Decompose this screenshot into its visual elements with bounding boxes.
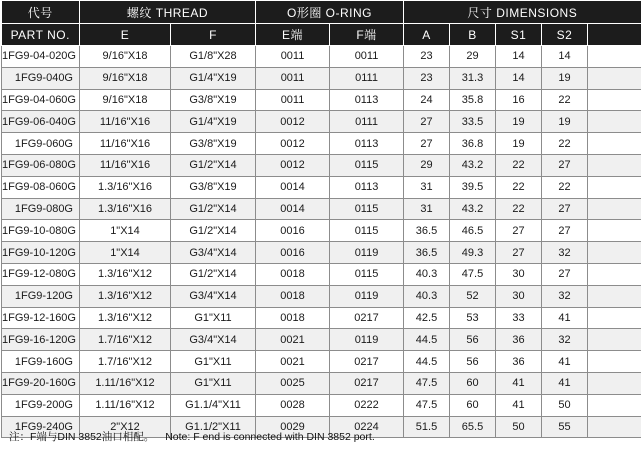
oring-e-cell: 0029: [256, 416, 330, 438]
footnote: [9, 429, 383, 444]
part-no-cell: 1FG9-240G: [2, 416, 80, 438]
dim-s1-cell: 14: [496, 46, 542, 68]
thread-e-cell: 1.3/16"X12: [80, 285, 171, 307]
table-row: [2, 198, 641, 220]
blank-cell: [588, 285, 641, 307]
oring-f-cell: 0217: [330, 307, 404, 329]
oring-e-cell: 0018: [256, 285, 330, 307]
oring-e-cell: 0011: [256, 46, 330, 68]
thread-f-cell: G1"X11: [171, 307, 256, 329]
thread-f-cell: G1.1/2"X11: [171, 416, 256, 438]
thread-e-cell: 9/16"X18: [80, 89, 171, 111]
thread-e-cell: 9/16"X18: [80, 67, 171, 89]
blank-cell: [588, 176, 641, 198]
footnote-cn: 注：F端与DIN 3852油口相配。: [9, 431, 155, 443]
dim-s1-cell: 27: [496, 220, 542, 242]
oring-f-cell: 0113: [330, 176, 404, 198]
part-no-cell: 1FG9-10-080G: [2, 220, 80, 242]
dim-b-cell: 56: [450, 351, 496, 373]
oring-f-cell: 0222: [330, 394, 404, 416]
oring-f-cell: 0115: [330, 220, 404, 242]
dim-s1-cell: 19: [496, 111, 542, 133]
dim-s1-cell: 22: [496, 154, 542, 176]
dim-b-cell: 39.5: [450, 176, 496, 198]
blank-cell: [588, 329, 641, 351]
thread-e-cell: 1.3/16"X12: [80, 263, 171, 285]
dim-a-cell: 51.5: [404, 416, 450, 438]
dim-b-cell: 29: [450, 46, 496, 68]
dim-a-cell: 47.5: [404, 394, 450, 416]
thread-e-cell: 1"X14: [80, 242, 171, 264]
part-no-cell: 1FG9-06-080G: [2, 154, 80, 176]
oring-e-cell: 0012: [256, 133, 330, 155]
thread-e-cell: 11/16"X16: [80, 133, 171, 155]
part-no-cell: 1FG9-20-160G: [2, 372, 80, 394]
dim-s2-cell: 32: [542, 242, 588, 264]
specification-sheet: [1, 1, 640, 448]
blank-cell: [588, 307, 641, 329]
blank-cell: [588, 89, 641, 111]
dim-b-cell: 60: [450, 394, 496, 416]
thread-e-cell: 1.11/16"X12: [80, 372, 171, 394]
blank-cell: [588, 67, 641, 89]
dim-b-cell: 36.8: [450, 133, 496, 155]
oring-e-header: E端: [256, 24, 330, 46]
oring-e-cell: 0012: [256, 111, 330, 133]
subheader-row: [2, 24, 641, 46]
table-row: [2, 89, 641, 111]
thread-e-header: E: [80, 24, 171, 46]
part-no-cell: 1FG9-120G: [2, 285, 80, 307]
table-header: [2, 1, 641, 46]
thread-f-header: F: [171, 24, 256, 46]
dim-a-header: A: [404, 24, 450, 46]
dim-b-cell: 65.5: [450, 416, 496, 438]
dim-s1-header: S1: [496, 24, 542, 46]
dim-a-cell: 42.5: [404, 307, 450, 329]
part-no-cell: 1FG9-06-040G: [2, 111, 80, 133]
thread-f-cell: G1/4"X19: [171, 111, 256, 133]
dim-b-cell: 46.5: [450, 220, 496, 242]
dim-s1-cell: 41: [496, 372, 542, 394]
dim-s2-cell: 32: [542, 329, 588, 351]
thread-e-cell: 1.3/16"X16: [80, 176, 171, 198]
dim-s1-cell: 30: [496, 263, 542, 285]
dim-s2-cell: 22: [542, 133, 588, 155]
dim-a-cell: 40.3: [404, 285, 450, 307]
blank-cell: [588, 46, 641, 68]
oring-e-cell: 0021: [256, 329, 330, 351]
dim-a-cell: 23: [404, 46, 450, 68]
oring-f-cell: 0111: [330, 67, 404, 89]
blank-cell: [588, 263, 641, 285]
dim-s1-cell: 50: [496, 416, 542, 438]
blank-header-cell: [588, 24, 641, 46]
dim-s2-cell: 27: [542, 198, 588, 220]
thread-f-cell: G1/2"X14: [171, 263, 256, 285]
oring-f-cell: 0111: [330, 111, 404, 133]
table-row: [2, 329, 641, 351]
footnote-en: Note: F end is connected with DIN 3852 port.: [165, 431, 375, 443]
dim-s1-cell: 19: [496, 133, 542, 155]
table-row: [2, 67, 641, 89]
table-row: [2, 372, 641, 394]
part-no-cell: 1FG9-200G: [2, 394, 80, 416]
dim-b-cell: 52: [450, 285, 496, 307]
oring-f-cell: 0113: [330, 89, 404, 111]
thread-e-cell: 1.11/16"X12: [80, 394, 171, 416]
oring-f-cell: 0115: [330, 263, 404, 285]
thread-f-cell: G3/8"X19: [171, 133, 256, 155]
dim-s2-cell: 27: [542, 154, 588, 176]
blank-cell: [588, 242, 641, 264]
blank-cell: [588, 111, 641, 133]
oring-f-cell: 0011: [330, 46, 404, 68]
dim-s1-cell: 36: [496, 351, 542, 373]
blank-cell: [588, 372, 641, 394]
dim-a-cell: 24: [404, 89, 450, 111]
thread-f-cell: G1"X11: [171, 372, 256, 394]
dim-a-cell: 44.5: [404, 351, 450, 373]
blank-cell: [588, 198, 641, 220]
dim-s2-cell: 14: [542, 46, 588, 68]
dim-s1-cell: 22: [496, 176, 542, 198]
thread-e-cell: 1"X14: [80, 220, 171, 242]
thread-f-cell: G1/2"X14: [171, 220, 256, 242]
part-no-cell: 1FG9-040G: [2, 67, 80, 89]
thread-e-cell: 11/16"X16: [80, 111, 171, 133]
table-row: [2, 133, 641, 155]
dim-s1-cell: 14: [496, 67, 542, 89]
oring-e-cell: 0025: [256, 372, 330, 394]
dim-b-cell: 60: [450, 372, 496, 394]
dim-s2-cell: 22: [542, 176, 588, 198]
thread-f-cell: G1/8"X28: [171, 46, 256, 68]
dim-a-cell: 36.5: [404, 242, 450, 264]
dim-s2-header: S2: [542, 24, 588, 46]
dim-b-cell: 31.3: [450, 67, 496, 89]
part-no-header-cn: 代号: [2, 1, 80, 24]
dim-a-cell: 27: [404, 111, 450, 133]
blank-cell: [588, 416, 641, 438]
table-row: [2, 176, 641, 198]
thread-header: 螺纹 THREAD: [80, 1, 256, 24]
dim-s2-cell: 27: [542, 263, 588, 285]
blank-cell: [588, 133, 641, 155]
dim-b-cell: 56: [450, 329, 496, 351]
oring-e-cell: 0028: [256, 394, 330, 416]
thread-e-cell: 9/16"X18: [80, 46, 171, 68]
dim-b-cell: 35.8: [450, 89, 496, 111]
table-row: [2, 263, 641, 285]
thread-e-cell: 11/16"X16: [80, 154, 171, 176]
dim-s2-cell: 19: [542, 111, 588, 133]
dim-s2-cell: 32: [542, 285, 588, 307]
dim-s1-cell: 16: [496, 89, 542, 111]
dim-s2-cell: 22: [542, 89, 588, 111]
dim-s1-cell: 41: [496, 394, 542, 416]
thread-f-cell: G1/2"X14: [171, 154, 256, 176]
oring-e-cell: 0016: [256, 242, 330, 264]
dim-a-cell: 31: [404, 198, 450, 220]
part-no-cell: 1FG9-12-160G: [2, 307, 80, 329]
oring-e-cell: 0011: [256, 67, 330, 89]
dim-a-cell: 40.3: [404, 263, 450, 285]
dim-a-cell: 23: [404, 67, 450, 89]
dim-a-cell: 44.5: [404, 329, 450, 351]
part-no-cell: 1FG9-060G: [2, 133, 80, 155]
blank-cell: [588, 394, 641, 416]
dimensions-header: 尺寸 DIMENSIONS: [404, 1, 641, 24]
thread-f-cell: G3/4"X14: [171, 329, 256, 351]
oring-e-cell: 0011: [256, 89, 330, 111]
dim-a-cell: 31: [404, 176, 450, 198]
oring-f-cell: 0113: [330, 133, 404, 155]
oring-e-cell: 0018: [256, 263, 330, 285]
oring-f-cell: 0115: [330, 198, 404, 220]
dim-s1-cell: 22: [496, 198, 542, 220]
blank-cell: [588, 220, 641, 242]
thread-f-cell: G1.1/4"X11: [171, 394, 256, 416]
blank-cell: [588, 154, 641, 176]
table-row: [2, 154, 641, 176]
table-row: [2, 307, 641, 329]
dim-b-header: B: [450, 24, 496, 46]
dim-b-cell: 49.3: [450, 242, 496, 264]
oring-e-cell: 0014: [256, 198, 330, 220]
table-row: [2, 242, 641, 264]
table-body: [2, 46, 641, 438]
part-no-cell: 1FG9-160G: [2, 351, 80, 373]
oring-f-cell: 0119: [330, 242, 404, 264]
oring-f-cell: 0217: [330, 351, 404, 373]
dim-s1-cell: 27: [496, 242, 542, 264]
dim-a-cell: 47.5: [404, 372, 450, 394]
dim-s2-cell: 19: [542, 67, 588, 89]
dim-a-cell: 36.5: [404, 220, 450, 242]
dim-s2-cell: 41: [542, 372, 588, 394]
part-no-header-en: PART NO.: [2, 24, 80, 46]
oring-e-cell: 0016: [256, 220, 330, 242]
part-no-cell: 1FG9-12-080G: [2, 263, 80, 285]
dim-s2-cell: 41: [542, 307, 588, 329]
oring-e-cell: 0012: [256, 154, 330, 176]
dim-b-cell: 43.2: [450, 198, 496, 220]
table-row: [2, 394, 641, 416]
thread-f-cell: G1/4"X19: [171, 67, 256, 89]
thread-f-cell: G3/8"X19: [171, 89, 256, 111]
blank-cell: [588, 351, 641, 373]
table-row: [2, 46, 641, 68]
thread-f-cell: G3/4"X14: [171, 242, 256, 264]
thread-e-cell: 1.3/16"X16: [80, 198, 171, 220]
dim-b-cell: 53: [450, 307, 496, 329]
dim-b-cell: 47.5: [450, 263, 496, 285]
dimensions-table: [1, 1, 641, 438]
table-row: [2, 351, 641, 373]
thread-e-cell: 1.7/16"X12: [80, 329, 171, 351]
dim-s2-cell: 27: [542, 220, 588, 242]
dim-a-cell: 29: [404, 154, 450, 176]
thread-e-cell: 1.3/16"X12: [80, 307, 171, 329]
part-no-cell: 1FG9-16-120G: [2, 329, 80, 351]
oring-f-header: F端: [330, 24, 404, 46]
part-no-cell: 1FG9-080G: [2, 198, 80, 220]
thread-e-cell: 1.7/16"X12: [80, 351, 171, 373]
thread-f-cell: G1"X11: [171, 351, 256, 373]
table-row: [2, 220, 641, 242]
table-row: [2, 111, 641, 133]
dim-b-cell: 33.5: [450, 111, 496, 133]
thread-e-cell: 2"X12: [80, 416, 171, 438]
dim-s1-cell: 36: [496, 329, 542, 351]
dim-a-cell: 27: [404, 133, 450, 155]
oring-f-cell: 0115: [330, 154, 404, 176]
oring-e-cell: 0021: [256, 351, 330, 373]
dim-s1-cell: 33: [496, 307, 542, 329]
thread-f-cell: G1/2"X14: [171, 198, 256, 220]
oring-f-cell: 0119: [330, 285, 404, 307]
oring-f-cell: 0119: [330, 329, 404, 351]
part-no-cell: 1FG9-04-020G: [2, 46, 80, 68]
part-no-cell: 1FG9-04-060G: [2, 89, 80, 111]
part-no-cell: 1FG9-08-060G: [2, 176, 80, 198]
dim-s2-cell: 55: [542, 416, 588, 438]
oring-f-cell: 0217: [330, 372, 404, 394]
part-no-cell: 1FG9-10-120G: [2, 242, 80, 264]
dim-s1-cell: 30: [496, 285, 542, 307]
dim-s2-cell: 41: [542, 351, 588, 373]
dim-s2-cell: 50: [542, 394, 588, 416]
thread-f-cell: G3/8"X19: [171, 176, 256, 198]
table-row: [2, 285, 641, 307]
oring-e-cell: 0018: [256, 307, 330, 329]
oring-e-cell: 0014: [256, 176, 330, 198]
oring-header: O形圈 O-RING: [256, 1, 404, 24]
oring-f-cell: 0224: [330, 416, 404, 438]
thread-f-cell: G3/4"X14: [171, 285, 256, 307]
dim-b-cell: 43.2: [450, 154, 496, 176]
